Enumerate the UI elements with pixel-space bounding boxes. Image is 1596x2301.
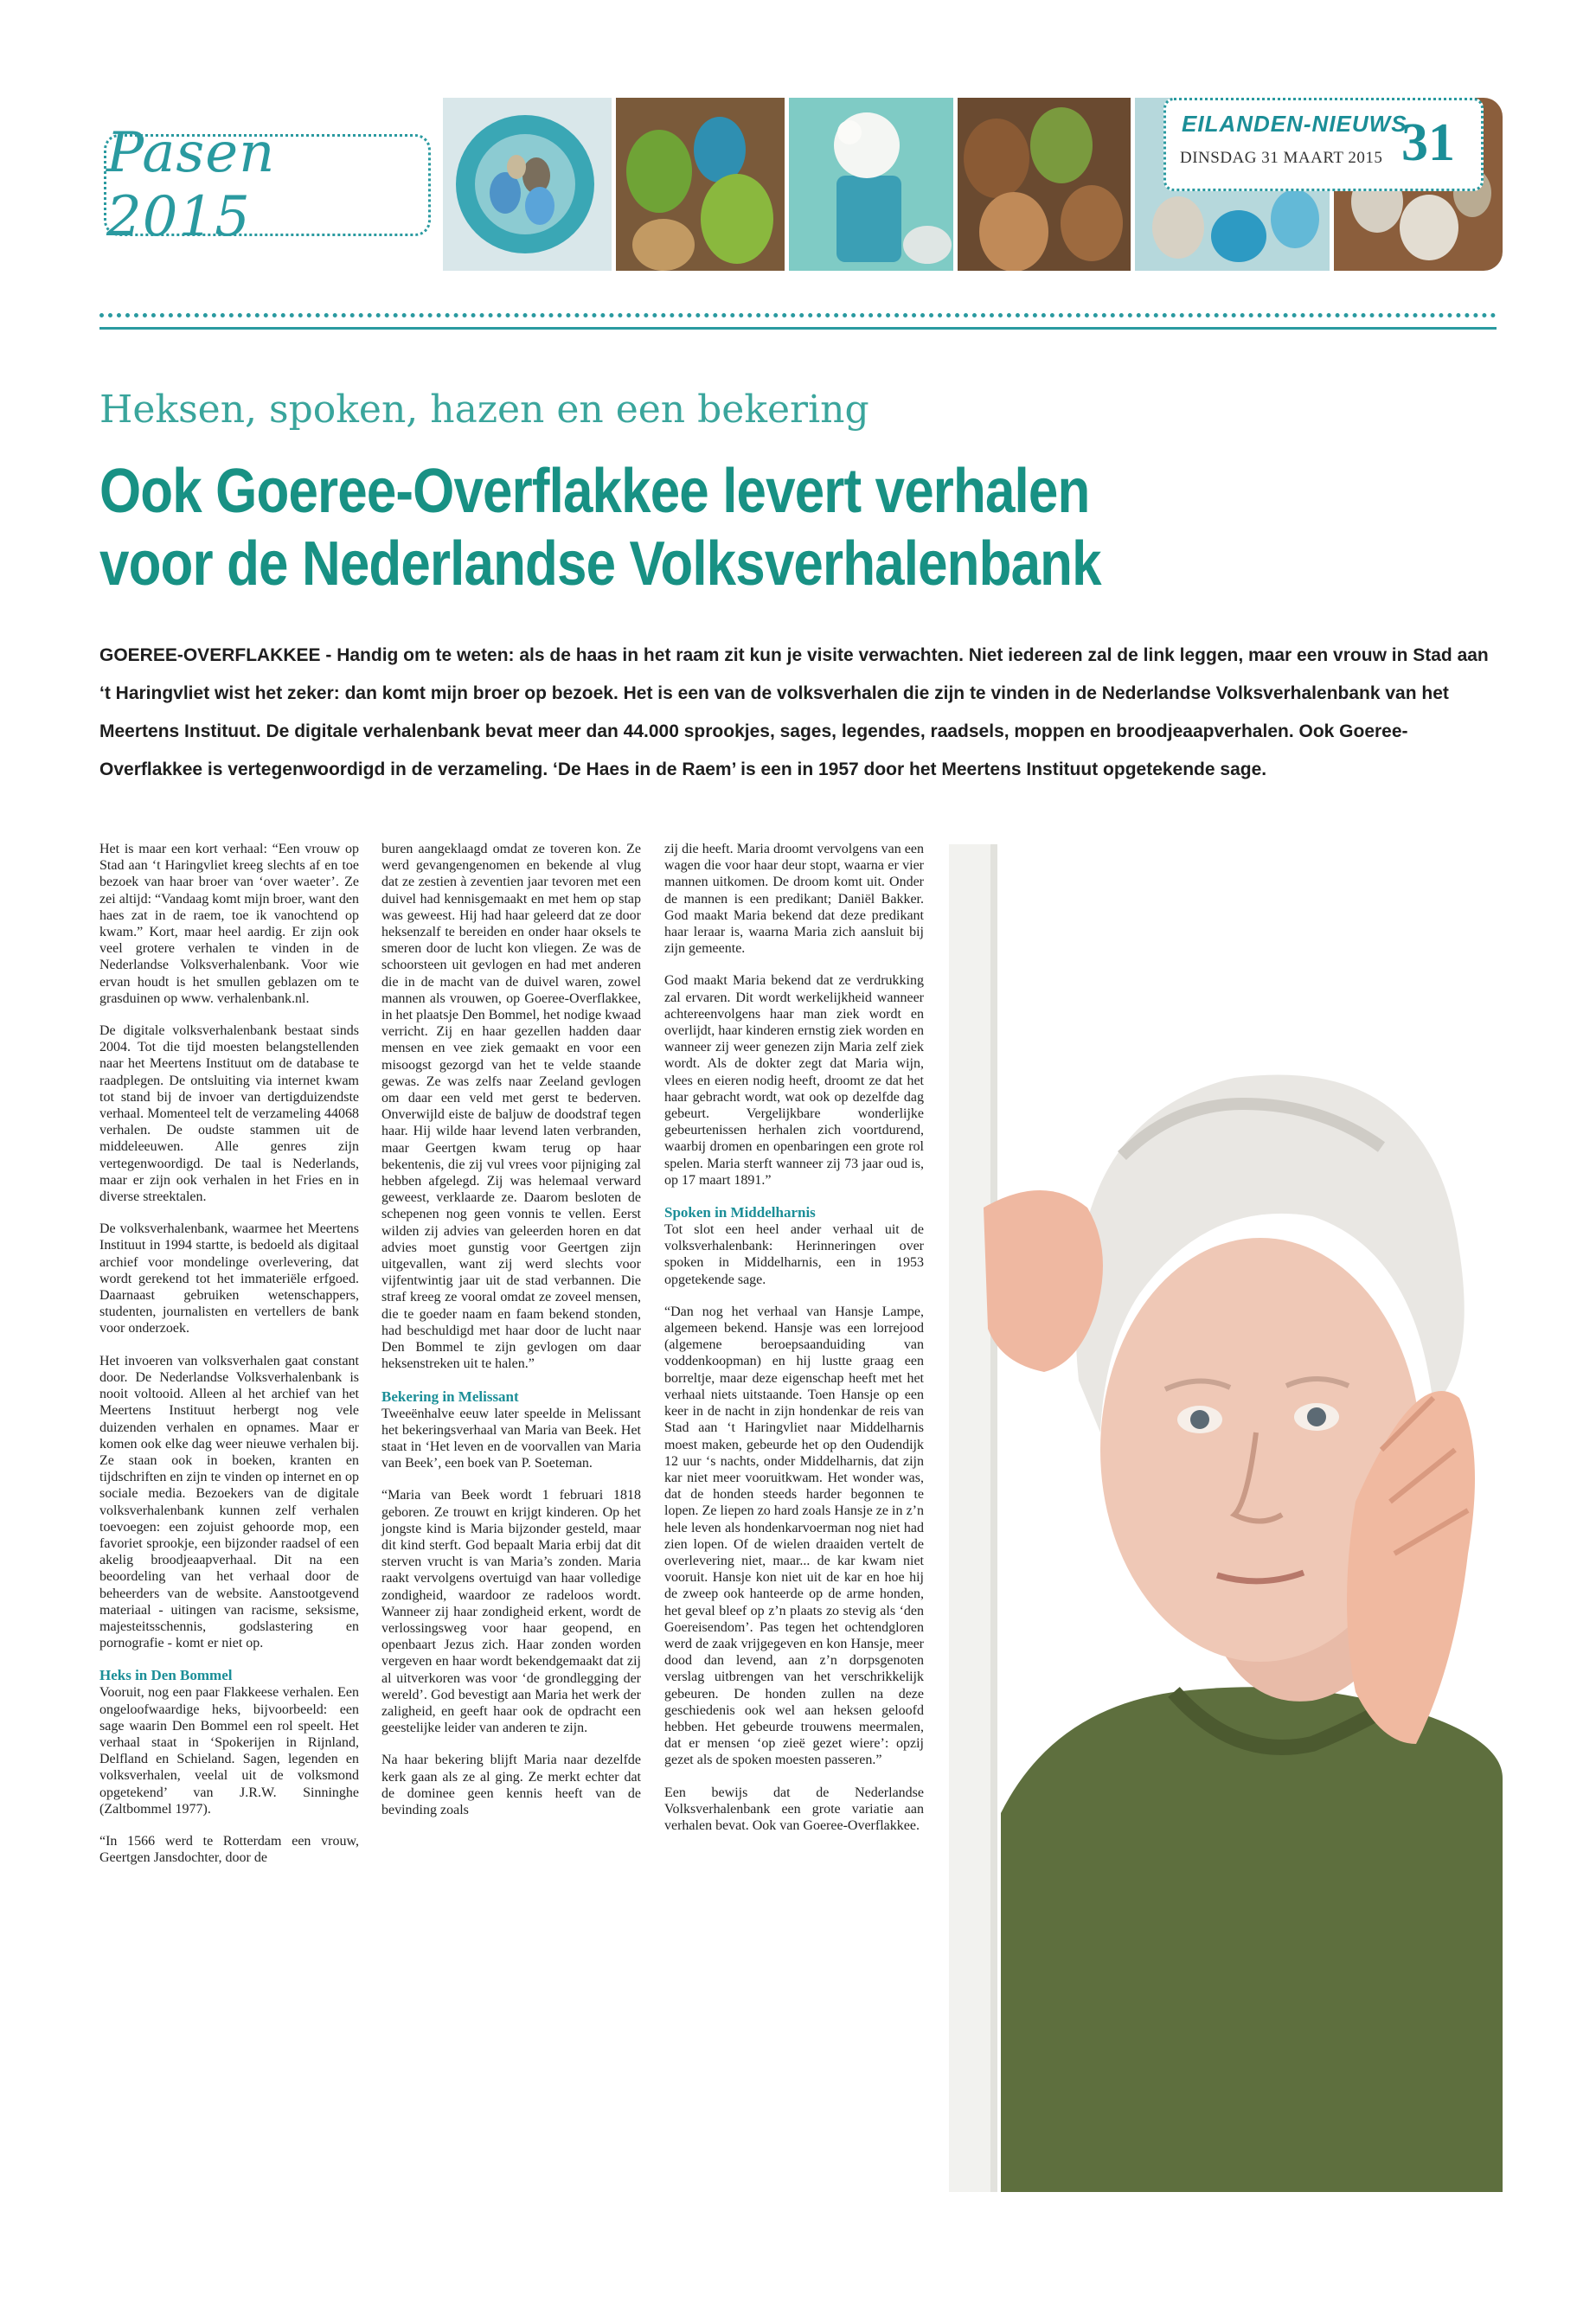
paragraph: Tweeënhalve eeuw later speelde in Melissant het bekeringsverhaal van Maria van Beek. Het staat in ‘Het leven en de voorvallen van Maria van Beek’, een boek van P. Soeteman. — [381, 1406, 641, 1471]
paragraph: “Dan nog het verhaal van Hansje Lampe, algemeen bekend. Hansje was een lorrejood (algemene beroepsaanduiding van voddenkoopman) en hij lustte graag een borreltje, maar deze eigenschap heeft met het verhaal niets uitstaande. Toen Hansje op een keer in de nacht in zijn hondenkar de reis van Stad aan ‘t Haringvliet naar Middelharnis moest maken, gebeurde het op den Oudendijk 12 uur ‘s nachts, onder Middelharnis, dat zijn kar niet meer vooruitkwam. Het wonder was, dat de honden steeds harder begonnen te lopen. Ze liepen zo hard zoals Hansje ze in z’n hele leven als hondenkarvoerman nog niet had zien lopen. Of de wielen draaiden vertelt de overlevering niet, maar... de kar kwam niet vooruit. Hansje kon niet uit de kar en hoe hij de zweep ook hanteerde op de arme honden, het geval bleef op z’n plaats zo stevig als ‘den Goereisendom’. Pas tegen het ochtendgloren werd de zaak vrijgegeven en kon Hansje, meer dood dan levend, aan z’n dorpsgenoten verslag uitbrengen van het verschrikkelijk gebeuren. De honden zullen na deze geschiedenis ook wel aan heksen geloofd hebben. Het gebeurde trouwens meermalen, dat er mensen ‘op zieë gezet wiere’: opzij gezet als de spoken moesten passeren.” — [664, 1304, 924, 1768]
headline-line-1: Ook Goeree-Overflakkee levert verhalen — [99, 457, 1090, 526]
paragraph: Tot slot een heel ander verhaal uit de volksverhalenbank: Herinneringen over spoken in Middelharnis, een in 1953 opgetekende sage. — [664, 1222, 924, 1287]
issue-date: DINSDAG 31 MAART 2015 — [1180, 149, 1383, 167]
paragraph: Na haar bekering blijft Maria naar dezelfde kerk gaan als ze al ging. Ze merkt echter dat de dominee geen kennis heeft van de bevinding zoals — [381, 1753, 641, 1817]
article-column-2 — [381, 841, 641, 1834]
paragraph: Het invoeren van volksverhalen gaat constant door. De Nederlandse Volksverhalenbank is nooit voltooid. Alleen al het archief van het Meertens Instituut herbergt nog vele duizenden verhalen en opnames. Maar er komen ook elke dag weer nieuwe verhalen bij. Ze staan ook in boeken, kranten en tijdschriften en zijn te vinden op internet en op sociale media. Bezoekers van de digitale volksverhalenbank kunnen zelf verhalen toevoegen: een zojuist gehoorde mop, een favoriet sprookje, een bijzonder raadsel of een akelig broodjeaapverhaal. Dit na een beoordeling van het verhaal door de beheerders van de website. Aanstootgevend materiaal - uitingen van racisme, seksisme, majesteitsschennis, godslastering en pornografie - komt er niet op. — [99, 1353, 359, 1651]
paragraph: De digitale volksverhalenbank bestaat sinds 2004. Tot die tijd moesten belangstellenden naar het Meertens Instituut om de database te raadplegen. De ontsluiting via internet kwam tot stand bij de invoer van dertigduizendste verhaal. Momenteel telt de verzameling 44068 verhalen. De oudste stammen uit de middeleeuwen. Alle genres zijn vertegenwoordigd. De taal is Nederlands, maar er zijn ook verhalen in het Fries en in diverse streektalen. — [99, 1023, 359, 1205]
subheading-spoken-in-middelharnis: Spoken in Middelharnis — [664, 1204, 816, 1221]
paragraph: God maakt Maria bekend dat ze verdrukking zal ervaren. Dit wordt werkelijkheid wanneer achtereenvolgens haar man ziek wordt en overlijdt, haar kinderen ernstig ziek worden en wanneer zij weer genezen zijn Maria zelf ziek wordt. Als de dokter zegt dat Maria wijn, vlees en eieren nodig heeft, droomt ze dat het haar gebracht wordt, wat ook op dezelfde dag gebeurt. Vergelijkbare wonderlijke gebeurtenissen herhalen zich voortdurend, waarbij dromen en openbaringen een grote rol spelen. Maria sterft wanneer zij 73 jaar oud is, op 17 maart 1891.” — [664, 973, 924, 1188]
article-headline — [99, 455, 1501, 600]
solid-divider — [99, 327, 1497, 330]
subheading-heks-in-den-bommel: Heks in Den Bommel — [99, 1667, 233, 1684]
headline-line-2: voor de Nederlandse Volksverhalenbank — [99, 529, 1101, 599]
paragraph: buren aangeklaagd omdat ze toveren kon. Ze werd gevangengenomen en bekende al vlug dat ze zestien à zeventien jaar tevoren met een duivel had kennisgemaakt en met hem op stap was geweest. Hij had haar geleerd dat ze door heksenzalf te bereiden en onder haar oksels te smeren door de lucht kon vliegen. Ze was de schoorsteen uit gevlogen en had met anderen die in de macht van de duivel waren, zowel mannen als vrouwen, op Goeree-Overflakkee, in het plaatsje Den Bommel, het nodige kwaad verricht. Zij en haar gezellen hadden daar mensen en vee ziek gemaakt en voor een misoogst gezorgd van het te velde staande gewas. Ze was zelfs naar Zeeland gevlogen om daar een veld met gerst te bederven. Onverwijld eiste de baljuw de doodstraf tegen haar. Hij wilde haar levend laten verbranden, maar Geertgen kwam terug op haar bekentenis, die zij vul vrees voor pijniging zal hebben afgelegd. Zij was helemaal verward geweest, verklaarde ze. Daarom besloten de schepenen nog geen vonnis te vellen. Eerst wilden zij advies van geleerden horen en dat advies moet gunstig voor Geertgen zijn uitgevallen, want zij werd slechts voor vijfentwintig jaar uit de stad verbannen. Die straf kreeg ze vooral omdat ze zoveel mensen, die te goeder naam en faam bekend stonden, had beschuldigd met haar door de lucht naar Den Bommel te zijn gevlogen om daar heksenstreken uit te halen.” — [381, 842, 641, 1372]
dotted-divider — [99, 313, 1497, 326]
article-kicker: Heksen, spoken, hazen en een bekering — [99, 388, 869, 432]
paragraph: “In 1566 werd te Rotterdam een vrouw, Geertgen Jansdochter, door de — [99, 1833, 359, 1866]
paragraph: “Maria van Beek wordt 1 februari 1818 geboren. Ze trouwt en krijgt kinderen. Op het jongste kind is Maria bijzonder gesteld, maar dit kind sterft. God bepaalt Maria erbij dat dit sterven vrucht is van Maria’s zonden. Maria raakt vervolgens overtuigd van haar volledige zondigheid, waardoor ze radeloos wordt. Wanneer zij haar zondigheid erkent, wordt de verlossingsweg voor haar geopend, en openbaart Jezus zich. Haar zonden worden vergeven en haar wordt bekendgemaakt dat zij al uitverkoren was voor ‘de grondlegging der wereld’. God bevestigt aan Maria het werk der zaligheid, en geeft haar ook de opdracht een geestelijke leider van anderen te zijn. — [381, 1488, 641, 1736]
section-logo — [104, 121, 431, 249]
page-number: 31 — [1401, 113, 1455, 172]
paragraph: Een bewijs dat de Nederlandse Volksverhalenbank een grote variatie aan verhalen bevat. Ook van Goeree-Overflakkee. — [664, 1785, 924, 1833]
paragraph: zij die heeft. Maria droomt vervolgens van een wagen die voor haar deur stopt, waarna er vier mannen uitkomen. De droom komt uit. Onder de mannen is een predikant; Daniël Bakker. God maakt Maria bekend dat deze predikant haar leraar is, waarna Maria zich aansluit bij zijn gemeente. — [664, 842, 924, 957]
elderly-woman-photo — [949, 844, 1503, 2192]
article-column-3 — [664, 841, 924, 1849]
paper-name: EILANDEN-NIEUWS — [1182, 111, 1407, 137]
paragraph: Het is maar een kort verhaal: “Een vrouw op Stad aan ‘t Haringvliet kreeg slechts af en toe bezoek van haar broer van ‘over waeter’. Ze zei altijd: “Vandaag komt mijn broer, want den haes zat in de raem, toe ik vanochtend op kwam.” Kort, maar heel aardig. Er zijn ook veel grotere verhalen te vinden in de Nederlandse Volksverhalenbank. Voor wie ervan houdt is het smullen geblazen om te grasduinen op www. verhalenbank.nl. — [99, 842, 359, 1006]
paragraph: De volksverhalenbank, waarmee het Meertens Instituut in 1994 startte, is bedoeld als digitaal archief voor mondelinge overlevering, dat wordt gerekend tot het immateriële erfgoed. Daarnaast gebruiken wetenschappers, studenten, journalisten en vertellers de bank voor onderzoek. — [99, 1221, 359, 1336]
subheading-bekering-in-melissant: Bekering in Melissant — [381, 1388, 519, 1405]
paragraph: Vooruit, nog een paar Flakkeese verhalen. Een ongeloofwaardige heks, bijvoorbeeld: een sage waarin Den Bommel een rol speelt. Het verhaal staat in ‘Spokerijen in Rijnland, Delfland en Schieland. Sagen, legenden en volksverhalen, veelal uit de volksmond opgetekend’ van J.R.W. Sinninghe (Zaltbommel 1977). — [99, 1685, 359, 1817]
masthead — [1163, 98, 1484, 191]
article-intro: GOEREE-OVERFLAKKEE - Handig om te weten: als de haas in het raam zit kun je visite verwachten. Niet iedereen zal de link leggen, maar een vrouw in Stad aan ‘t Haringvliet wist het zeker: dan komt mijn broer op bezoek. Het is een van de volksverhalen die zijn te vinden in de Nederlandse Volksverhalenbank van het Meertens Instituut. De digitale verhalenbank bevat meer dan 44.000 sprookjes, sages, legendes, raadsels, moppen en broodjeaapverhalen. Ook Goeree-Overflakkee is vertegenwoordigd in de verzameling. ‘De Haes in de Raem’ is een in 1957 door het Meertens Instituut opgetekende sage. — [99, 645, 1489, 779]
section-logo-text: Pasen 2015 — [106, 121, 276, 249]
article-column-1 — [99, 841, 359, 1881]
